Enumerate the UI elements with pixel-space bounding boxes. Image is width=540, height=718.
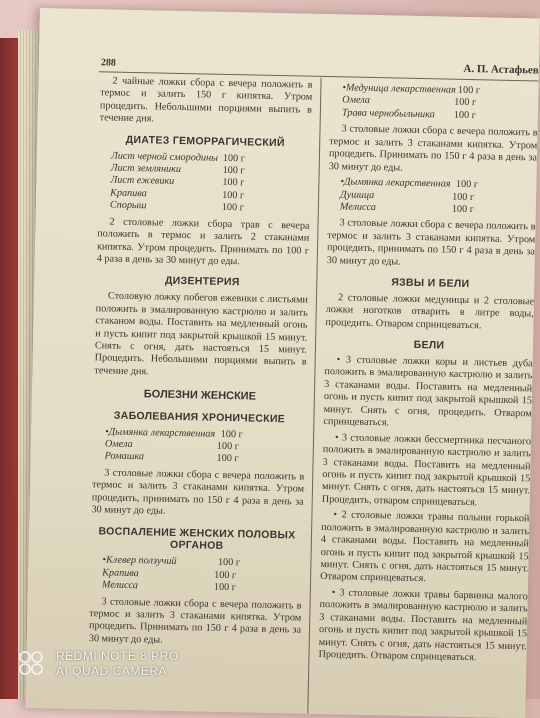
chapter-title: БОЛЕЗНИ ЖЕНСКИЕ [143,388,257,403]
herb-amount: 100 г [451,203,475,216]
herb-amount: 100 г [455,178,479,191]
herb-name: Мелисса [101,579,139,592]
recipe-paragraph: Столовую ложку побегов ежевики с листьями положить в эмалированную кастрюлю и залить стаканом воды. Поставить на медленный огонь и пусть кипит под закрытой крышкой 15 минут. Снять с огня, дать настояться 15 минут. Процедить. Небольшими порциями выпить в течение дня. [94,290,309,378]
herb-name: Лист ежевики [110,174,175,188]
herb-amount: 100 г [221,202,244,214]
left-column [89,75,313,653]
herb-amount: 100 г [457,84,481,97]
herb-amount: 100 г [453,97,477,109]
recipe-item: • 3 столовые ложки коры и листьев дуба положить в эмалированную кастрюлю и залить 3 стаканами воды. Поставить на медленный огонь и пусть кипит под закрытой крышкой 15 минут. Снять с огня, процедить. Отваром спринцеваться. [323,354,533,433]
herb-list [102,555,303,596]
herb-name: Спорыш [109,199,147,212]
recipe-paragraph: 3 столовые ложки сбора с вечера положить в термос и залить 3 стаканами кипятка. Утром процедить. Принимать по 150 г 4 раза в день за 30 минут до еды. [328,123,538,174]
herb-amount: 100 г [453,109,476,122]
section-title: ДИАТЕЗ ГЕМОРРАГИЧЕСКИЙ [125,133,285,149]
herb-amount: 100 г [220,428,243,440]
quad-camera-icon [18,650,44,676]
right-column [318,80,538,669]
recipe-item: • 2 столовые ложки травы полыни горькой положить в эмалированную кастрюлю и залить 4 стаканами воды. Поставить на медленный огонь и пусть кипит под закрытой крышкой 15 минут. Снять с огня, дать настояться 15 минут. Отваром спринцеваться. [320,509,530,588]
running-head: А. П. Астафьев [463,62,539,77]
herb-amount: 100 г [222,189,245,202]
herb-name: Омела [104,438,133,451]
section-title: ЗАБОЛЕВАНИЯ ХРОНИЧЕСКИЕ [113,409,286,425]
recipe-item: • 3 столовые ложки травы барвинка малого положить в эмалированную кастрюлю и залить 3 стаканами воды. Поставить на медленный огонь и пусть кипит под закрытой крышкой 15 минут. Снять с огня, дать настояться 15 минут. Процедить. Отваром спринцеваться. [318,587,528,666]
camera-watermark [18,649,179,679]
herb-name: • Дымянка лекарственная [108,426,216,440]
herb-list [104,426,305,467]
watermark-model: REDMI NOTE 8 PRO [56,649,179,663]
herb-amount: 100 г [452,191,475,203]
herb-amount: 100 г [216,440,239,453]
herb-name: Мелисса [339,201,377,214]
herb-name: • Медуница лекарственная [345,82,456,96]
section-title: ВОСПАЛЕНИЕ ЖЕНСКИХ ПОЛОВЫХ ОРГАНОВ [98,524,296,553]
book-page [25,8,540,718]
recipe-paragraph: 2 столовые ложки сбора трав с вечера положить в термос и залить 2 стаканами кипятка. Утром процедить. Принимать по 100 г 4 раза в день за 30 минут до еды. [96,216,310,268]
herb-name: Трава чернобыльника [341,107,435,121]
herb-name: Омела [342,94,371,107]
herb-list [110,150,311,216]
section-title: ЯЗВЫ И БЕЛИ [391,276,470,291]
herb-name: • Дымянка лекарственная [343,176,451,190]
recipe-paragraph: 3 столовые ложки сбора с вечера положить в термос и залить 3 стаканами кипятка. Утром процедить, принимать по 150 г 4 раза в день за 30 минут до еды. [91,467,305,517]
watermark-camera: AI QUAD CAMERA [56,664,168,678]
herb-name: Душица [340,188,375,201]
herb-name: Лист черной смородины [110,150,219,164]
page-number: 288 [100,57,116,69]
herb-list [340,176,537,217]
herb-amount: 100 г [222,164,245,177]
recipe-paragraph: 3 столовые ложки сбора с вечера положить в термос и залить 3 стаканами кипятка. Утром процедить. Принимать по 150 г 4 раза в день за 30 минут до еды. [88,595,302,646]
section-title: ДИЗЕНТЕРИЯ [164,275,240,289]
herb-name: Ромашка [104,450,145,463]
herb-name: Крапива [102,567,139,579]
herb-amount: 100 г [213,581,237,594]
recipe-paragraph: 2 столовые ложки медуницы и 2 столовые ложки ноготков отварить в литре воды, процедить. Отваром спринцеваться. [325,292,535,332]
herb-amount: 100 г [216,453,239,465]
herb-list [342,82,539,123]
herb-amount: 100 г [222,152,246,164]
herb-amount: 100 г [217,557,241,569]
recipe-item: • 3 столовые ложки бессмертника песчаного положить в эмалированную кастрюлю и залить 3 стаканами воды. Поставить на медленный огонь и пусть кипит под закрытой крышкой 15 минут. Снять с огня, дать настояться 15 минут. Процедить, отваром спринцеваться. [322,432,532,511]
herb-name: Лист земляники [110,162,182,175]
herb-name: Крапива [110,187,147,200]
herb-name: • Клевер ползучий [105,554,177,568]
intro-paragraph: 2 чайные ложки сбора с вечера положить в термос и залить 150 г кипятка. Утром процедить. Небольшими порциями выпить в течение дня. [99,75,313,125]
herb-amount: 100 г [222,177,245,189]
herb-amount: 100 г [214,569,237,581]
recipe-paragraph: 3 столовые ложки сбора с вечера положить в термос и залить 3 стаканами кипятка. Утром процедить, принимать по 150 г 4 раза в день за 30 минут до еды. [326,217,536,268]
section-title: БЕЛИ [413,339,445,352]
